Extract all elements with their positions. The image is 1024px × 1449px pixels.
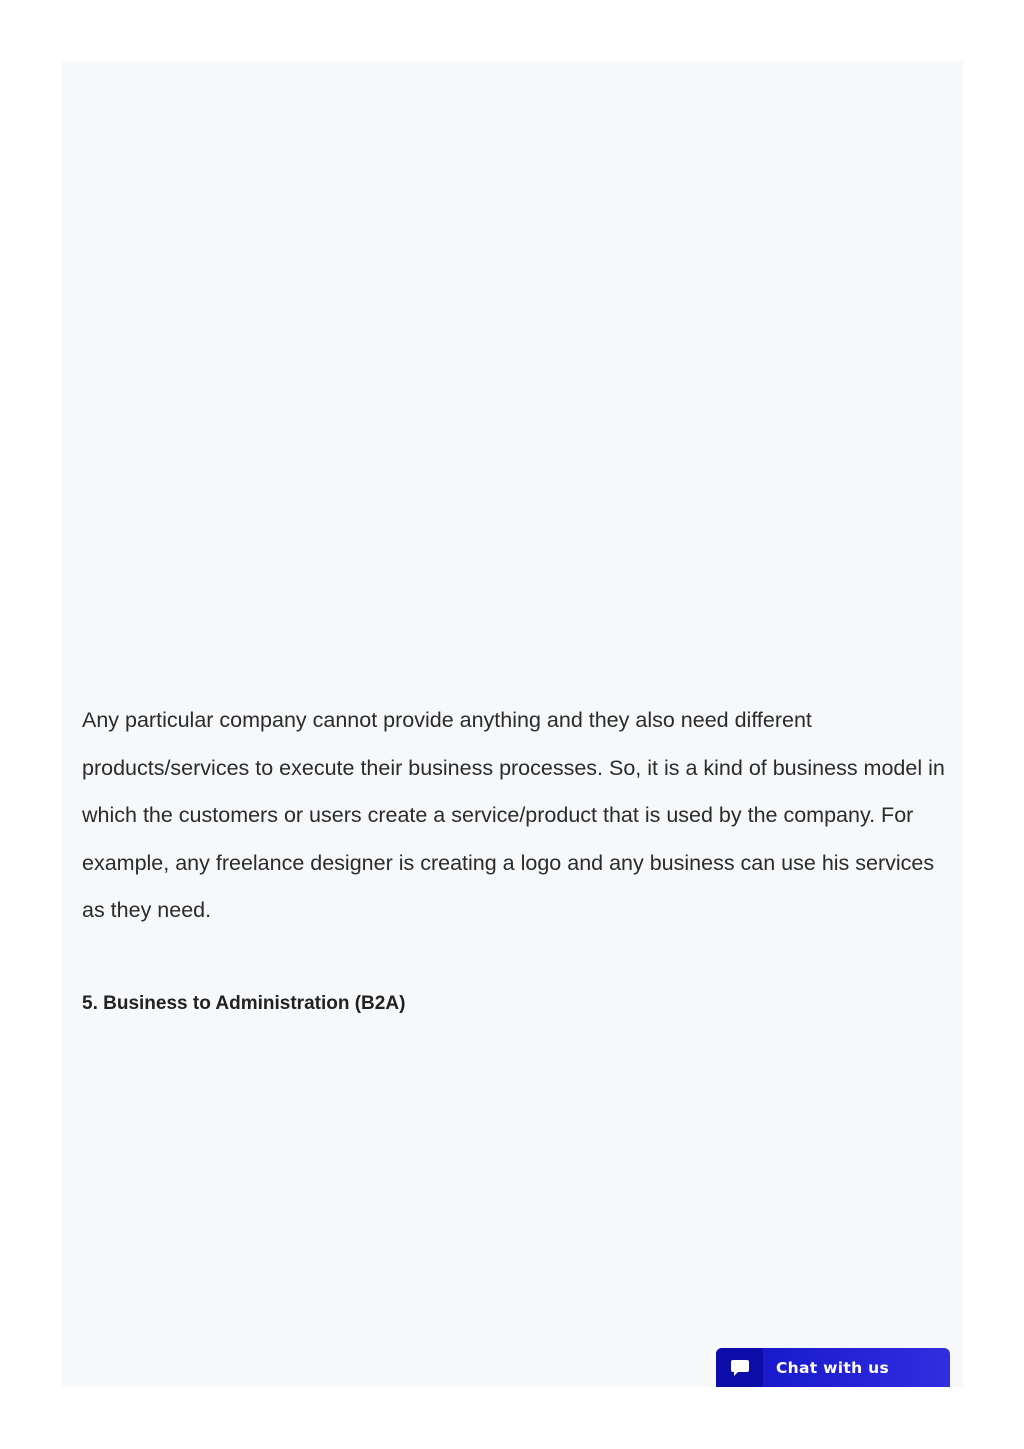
chat-with-us-button[interactable] bbox=[716, 1348, 950, 1387]
section-heading: 5. Business to Administration (B2A) bbox=[82, 993, 406, 1014]
chat-widget-label: Chat with us bbox=[776, 1358, 890, 1377]
chat-bubble-icon bbox=[716, 1348, 763, 1387]
article-paragraph: Any particular company cannot provide anything and they also need different products/services to execute their business processes. So, it is a kind of business model in which the customers or users create a service/product that is used by the company. For example, any freelance designer is creating a logo and any business can use his services as they need. bbox=[82, 708, 945, 922]
image-placeholder bbox=[62, 61, 963, 691]
article-content-panel bbox=[62, 61, 963, 1387]
